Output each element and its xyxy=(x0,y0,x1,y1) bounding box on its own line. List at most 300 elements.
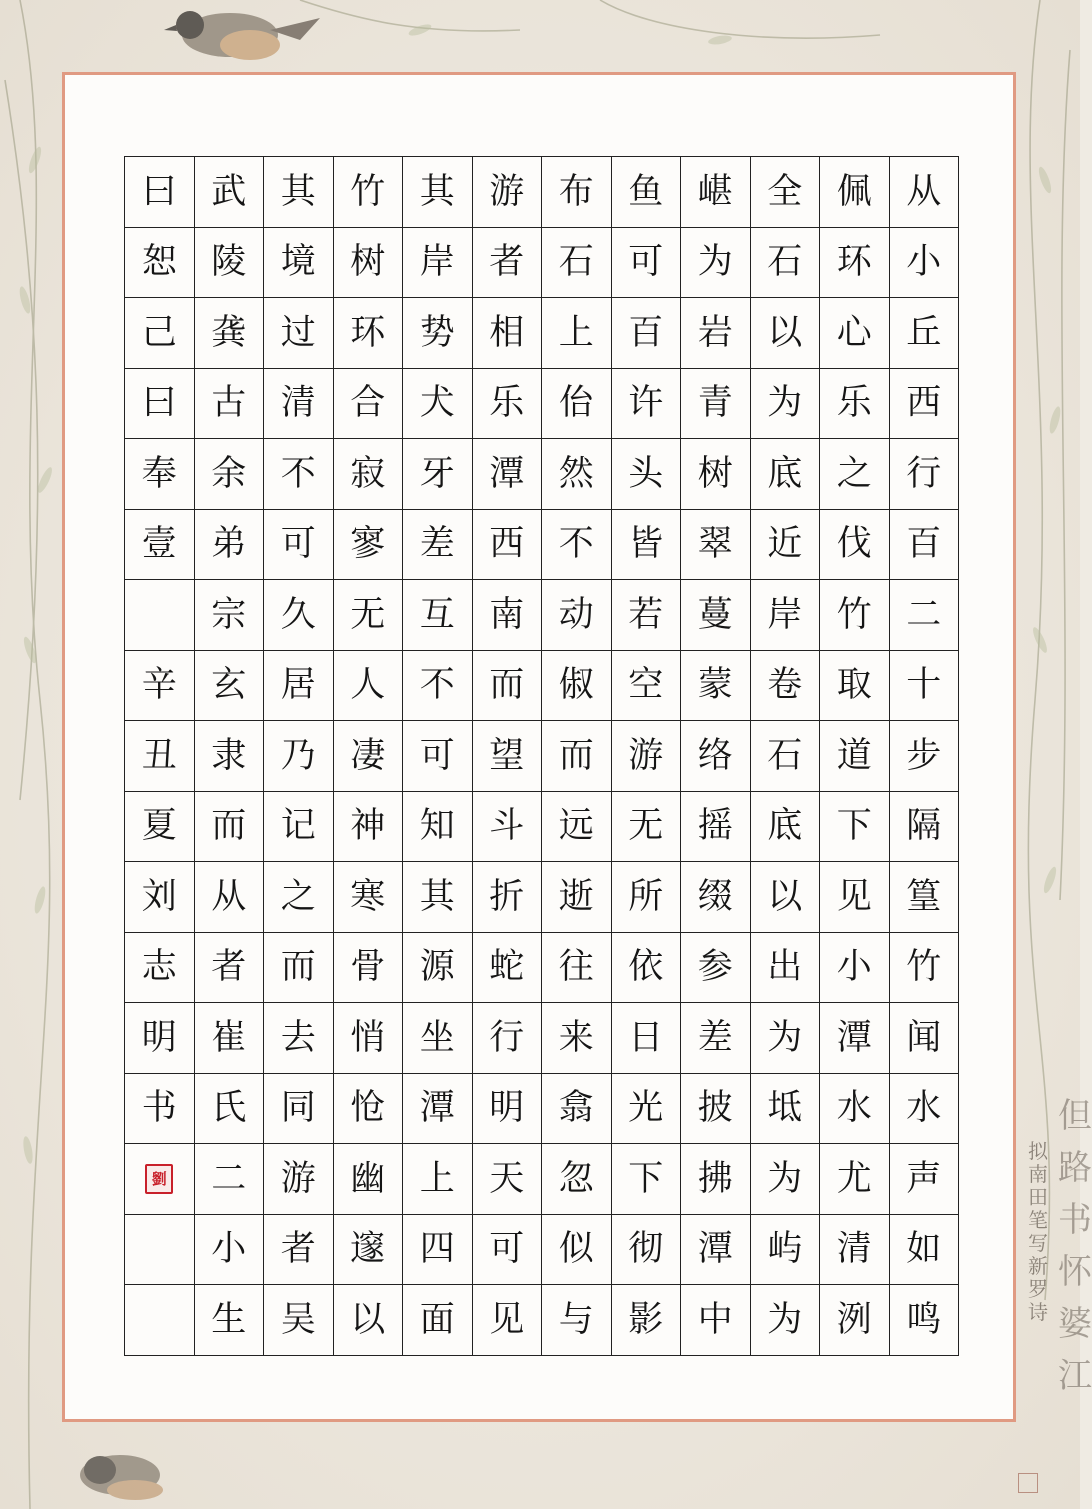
grid-cell xyxy=(194,509,264,580)
grid-cell xyxy=(472,157,542,228)
grid-cell xyxy=(889,298,959,369)
grid-cell xyxy=(820,791,890,862)
grid-cell xyxy=(472,650,542,721)
calligraphy-character: 崔 xyxy=(211,1017,247,1058)
calligraphy-character: 十 xyxy=(906,665,942,706)
grid-cell xyxy=(681,227,751,298)
grid-cell xyxy=(472,298,542,369)
grid-cell xyxy=(750,157,820,228)
calligraphy-character: 蔓 xyxy=(697,594,733,635)
grid-cell xyxy=(681,721,751,792)
grid-row xyxy=(125,580,959,651)
grid-row xyxy=(125,1003,959,1074)
calligraphy-character: 陵 xyxy=(211,242,247,283)
calligraphy-character: 隔 xyxy=(906,806,942,847)
grid-cell xyxy=(125,1003,195,1074)
calligraphy-character: 上 xyxy=(558,312,594,353)
calligraphy-character: 源 xyxy=(419,947,455,988)
grid-cell xyxy=(681,1073,751,1144)
calligraphy-character: 知 xyxy=(419,806,455,847)
grid-cell xyxy=(681,1285,751,1356)
grid-cell xyxy=(681,1214,751,1285)
grid-cell xyxy=(264,1073,334,1144)
grid-cell xyxy=(264,298,334,369)
calligraphy-character: 过 xyxy=(280,312,316,353)
calligraphy-character: 从 xyxy=(211,876,247,917)
calligraphy-character: 寥 xyxy=(350,524,386,565)
grid-cell xyxy=(125,791,195,862)
calligraphy-character: 与 xyxy=(558,1299,594,1340)
calligraphy-character: 曰 xyxy=(141,383,177,424)
grid-cell xyxy=(125,1144,195,1215)
calligraphy-character: 寒 xyxy=(350,876,386,917)
grid-cell xyxy=(333,791,403,862)
calligraphy-character: 同 xyxy=(280,1088,316,1129)
calligraphy-character: 者 xyxy=(489,242,525,283)
grid-row xyxy=(125,862,959,933)
grid-cell xyxy=(889,721,959,792)
calligraphy-character: 洌 xyxy=(836,1299,872,1340)
grid-cell xyxy=(125,1073,195,1144)
calligraphy-character: 潭 xyxy=(836,1017,872,1058)
grid-cell xyxy=(611,862,681,933)
grid-cell xyxy=(125,932,195,1003)
grid-cell xyxy=(820,368,890,439)
grid-cell xyxy=(820,650,890,721)
calligraphy-character: 弟 xyxy=(211,524,247,565)
grid-cell xyxy=(264,862,334,933)
grid-cell xyxy=(333,298,403,369)
calligraphy-character: 百 xyxy=(906,524,942,565)
grid-cell xyxy=(889,368,959,439)
grid-cell xyxy=(681,650,751,721)
calligraphy-character: 宗 xyxy=(211,594,247,635)
calligraphy-character: 皆 xyxy=(628,524,664,565)
calligraphy-character: 书 xyxy=(141,1088,177,1129)
calligraphy-character: 去 xyxy=(280,1017,316,1058)
calligraphy-character: 岩 xyxy=(697,312,733,353)
calligraphy-character: 尤 xyxy=(836,1158,872,1199)
grid-cell xyxy=(472,1144,542,1215)
grid-cell xyxy=(681,862,751,933)
grid-cell xyxy=(820,227,890,298)
grid-cell xyxy=(264,791,334,862)
calligraphy-character: 生 xyxy=(211,1299,247,1340)
calligraphy-character: 坻 xyxy=(767,1088,803,1129)
calligraphy-character: 望 xyxy=(489,735,525,776)
grid-cell xyxy=(750,368,820,439)
grid-cell xyxy=(542,298,612,369)
grid-cell xyxy=(472,509,542,580)
grid-cell xyxy=(611,227,681,298)
calligraphy-character: 底 xyxy=(767,453,803,494)
grid-cell xyxy=(194,298,264,369)
calligraphy-character: 为 xyxy=(697,242,733,283)
grid-cell xyxy=(681,298,751,369)
grid-cell xyxy=(611,580,681,651)
seal-stamp: 劉 xyxy=(145,1164,173,1194)
grid-cell xyxy=(611,932,681,1003)
grid-row xyxy=(125,509,959,580)
calligraphy-character: 以 xyxy=(350,1299,386,1340)
grid-cell xyxy=(333,862,403,933)
grid-cell xyxy=(681,157,751,228)
calligraphy-character: 南 xyxy=(489,594,525,635)
grid-cell xyxy=(820,1214,890,1285)
grid-cell xyxy=(889,439,959,510)
calligraphy-character: 丑 xyxy=(141,735,177,776)
grid-cell xyxy=(889,1073,959,1144)
calligraphy-character: 游 xyxy=(489,171,525,212)
grid-cell xyxy=(889,1285,959,1356)
grid-cell xyxy=(194,1285,264,1356)
calligraphy-character: 小 xyxy=(836,947,872,988)
calligraphy-character: 游 xyxy=(628,735,664,776)
grid-cell xyxy=(264,580,334,651)
grid-cell xyxy=(820,580,890,651)
grid-cell xyxy=(889,862,959,933)
grid-cell xyxy=(750,1073,820,1144)
calligraphy-character: 来 xyxy=(558,1017,594,1058)
calligraphy-character: 势 xyxy=(419,312,455,353)
calligraphy-character: 夏 xyxy=(141,806,177,847)
grid-cell xyxy=(750,509,820,580)
grid-cell xyxy=(125,227,195,298)
grid-cell xyxy=(194,157,264,228)
calligraphy-character: 悄 xyxy=(350,1017,386,1058)
calligraphy-character: 全 xyxy=(767,171,803,212)
calligraphy-character: 佁 xyxy=(558,383,594,424)
grid-cell xyxy=(681,368,751,439)
calligraphy-character: 出 xyxy=(767,947,803,988)
grid-cell xyxy=(889,932,959,1003)
calligraphy-character: 天 xyxy=(489,1158,525,1199)
calligraphy-character: 境 xyxy=(280,242,316,283)
calligraphy-character: 翠 xyxy=(697,524,733,565)
grid-row xyxy=(125,721,959,792)
calligraphy-character: 络 xyxy=(697,735,733,776)
grid-cell xyxy=(889,1144,959,1215)
calligraphy-character: 声 xyxy=(906,1158,942,1199)
calligraphy-character: 可 xyxy=(628,242,664,283)
grid-cell xyxy=(472,1073,542,1144)
calligraphy-character: 空 xyxy=(628,665,664,706)
grid-cell xyxy=(472,368,542,439)
grid-cell xyxy=(472,439,542,510)
calligraphy-character: 其 xyxy=(419,171,455,212)
calligraphy-character: 不 xyxy=(280,453,316,494)
calligraphy-character: 以 xyxy=(767,876,803,917)
grid-cell xyxy=(194,368,264,439)
grid-cell xyxy=(125,157,195,228)
calligraphy-character: 怆 xyxy=(350,1088,386,1129)
calligraphy-character: 摇 xyxy=(697,806,733,847)
calligraphy-character: 而 xyxy=(211,806,247,847)
calligraphy-character: 其 xyxy=(419,876,455,917)
grid-cell xyxy=(611,439,681,510)
calligraphy-character: 为 xyxy=(767,1299,803,1340)
grid-cell xyxy=(472,1214,542,1285)
calligraphy-character: 卷 xyxy=(767,665,803,706)
calligraphy-character: 鸣 xyxy=(906,1299,942,1340)
calligraphy-character: 见 xyxy=(489,1299,525,1340)
calligraphy-character: 为 xyxy=(767,1017,803,1058)
grid-cell xyxy=(403,298,473,369)
grid-cell xyxy=(194,862,264,933)
grid-cell xyxy=(472,932,542,1003)
calligraphy-character: 骨 xyxy=(350,947,386,988)
calligraphy-character: 邃 xyxy=(350,1229,386,1270)
grid-cell xyxy=(889,1003,959,1074)
grid-row xyxy=(125,791,959,862)
grid-cell xyxy=(750,580,820,651)
grid-cell xyxy=(403,368,473,439)
grid-cell xyxy=(472,721,542,792)
calligraphy-character: 志 xyxy=(141,947,177,988)
calligraphy-character: 逝 xyxy=(558,876,594,917)
grid-cell xyxy=(194,791,264,862)
calligraphy-character: 石 xyxy=(558,242,594,283)
background-inscription-small: 拟南田笔写新罗诗 xyxy=(1028,1139,1048,1324)
grid-cell xyxy=(611,157,681,228)
calligraphy-character: 辛 xyxy=(141,665,177,706)
grid-cell xyxy=(333,1144,403,1215)
grid-cell xyxy=(681,439,751,510)
grid-cell xyxy=(333,721,403,792)
grid-cell xyxy=(194,1073,264,1144)
calligraphy-character: 牙 xyxy=(419,453,455,494)
calligraphy-character: 俶 xyxy=(558,665,594,706)
grid-cell xyxy=(264,721,334,792)
calligraphy-character: 四 xyxy=(419,1229,455,1270)
grid-cell xyxy=(403,1144,473,1215)
grid-cell xyxy=(820,509,890,580)
calligraphy-character: 神 xyxy=(350,806,386,847)
grid-cell xyxy=(820,1003,890,1074)
calligraphy-character: 小 xyxy=(211,1229,247,1270)
calligraphy-character: 篁 xyxy=(906,876,942,917)
grid-cell xyxy=(611,791,681,862)
calligraphy-character: 闻 xyxy=(906,1017,942,1058)
calligraphy-character: 丘 xyxy=(906,312,942,353)
calligraphy-character: 所 xyxy=(628,876,664,917)
grid-cell xyxy=(611,368,681,439)
calligraphy-character: 恕 xyxy=(141,242,177,283)
calligraphy-character: 影 xyxy=(628,1299,664,1340)
calligraphy-character: 似 xyxy=(558,1229,594,1270)
calligraphy-character: 蒙 xyxy=(697,665,733,706)
calligraphy-character: 翕 xyxy=(558,1088,594,1129)
calligraphy-grid xyxy=(124,156,959,1340)
calligraphy-character: 竹 xyxy=(836,594,872,635)
grid-cell xyxy=(542,791,612,862)
grid-cell xyxy=(472,791,542,862)
calligraphy-character: 水 xyxy=(906,1088,942,1129)
calligraphy-character: 动 xyxy=(558,594,594,635)
grid-cell xyxy=(681,791,751,862)
calligraphy-character: 竹 xyxy=(350,171,386,212)
calligraphy-character: 者 xyxy=(211,947,247,988)
grid-cell xyxy=(333,439,403,510)
calligraphy-character: 下 xyxy=(836,806,872,847)
grid-cell xyxy=(750,862,820,933)
grid-cell xyxy=(194,650,264,721)
grid-cell xyxy=(750,1285,820,1356)
calligraphy-character: 往 xyxy=(558,947,594,988)
grid-cell xyxy=(681,1003,751,1074)
calligraphy-character: 互 xyxy=(419,594,455,635)
grid-row xyxy=(125,1144,959,1215)
grid-row xyxy=(125,1285,959,1356)
calligraphy-character: 不 xyxy=(419,665,455,706)
calligraphy-character: 壹 xyxy=(141,524,177,565)
grid-cell xyxy=(611,721,681,792)
grid-cell xyxy=(611,1144,681,1215)
grid-cell xyxy=(333,650,403,721)
grid-cell xyxy=(542,1144,612,1215)
calligraphy-character: 二 xyxy=(211,1158,247,1199)
grid-cell xyxy=(194,721,264,792)
grid-row xyxy=(125,1214,959,1285)
calligraphy-character: 幽 xyxy=(350,1158,386,1199)
calligraphy-character: 折 xyxy=(489,876,525,917)
grid-cell xyxy=(403,227,473,298)
grid-cell xyxy=(194,439,264,510)
calligraphy-character: 曰 xyxy=(141,171,177,212)
grid-cell xyxy=(889,650,959,721)
grid-cell xyxy=(403,721,473,792)
character-grid-table xyxy=(124,156,959,1356)
calligraphy-character: 龚 xyxy=(211,312,247,353)
calligraphy-character: 披 xyxy=(697,1088,733,1129)
grid-cell xyxy=(194,580,264,651)
grid-cell xyxy=(125,509,195,580)
calligraphy-character: 刘 xyxy=(141,876,177,917)
calligraphy-character: 为 xyxy=(767,1158,803,1199)
calligraphy-character: 道 xyxy=(836,735,872,776)
calligraphy-character: 西 xyxy=(489,524,525,565)
grid-cell xyxy=(403,439,473,510)
calligraphy-character: 而 xyxy=(558,735,594,776)
grid-cell xyxy=(542,1073,612,1144)
grid-cell xyxy=(611,1003,681,1074)
calligraphy-character: 乐 xyxy=(489,383,525,424)
grid-cell xyxy=(820,157,890,228)
grid-cell xyxy=(542,157,612,228)
calligraphy-character: 百 xyxy=(628,312,664,353)
calligraphy-character: 明 xyxy=(141,1017,177,1058)
grid-cell xyxy=(403,1073,473,1144)
calligraphy-character: 许 xyxy=(628,383,664,424)
grid-cell xyxy=(681,509,751,580)
background-seal xyxy=(1018,1473,1038,1493)
grid-cell xyxy=(333,1073,403,1144)
grid-cell xyxy=(542,721,612,792)
calligraphy-character: 清 xyxy=(280,383,316,424)
grid-cell xyxy=(403,509,473,580)
grid-cell xyxy=(264,1214,334,1285)
grid-cell xyxy=(820,1073,890,1144)
grid-cell xyxy=(403,157,473,228)
grid-cell xyxy=(264,650,334,721)
grid-cell xyxy=(403,1214,473,1285)
calligraphy-character: 行 xyxy=(489,1017,525,1058)
calligraphy-character: 其 xyxy=(280,171,316,212)
grid-cell xyxy=(333,1214,403,1285)
grid-row xyxy=(125,227,959,298)
calligraphy-character: 参 xyxy=(697,947,733,988)
calligraphy-character: 余 xyxy=(211,453,247,494)
grid-cell xyxy=(125,298,195,369)
grid-cell xyxy=(472,862,542,933)
calligraphy-character: 坐 xyxy=(419,1017,455,1058)
grid-cell xyxy=(611,1214,681,1285)
grid-cell xyxy=(403,650,473,721)
calligraphy-character: 古 xyxy=(211,383,247,424)
calligraphy-character: 伐 xyxy=(836,524,872,565)
calligraphy-character: 差 xyxy=(419,524,455,565)
calligraphy-character: 清 xyxy=(836,1229,872,1270)
calligraphy-character: 乐 xyxy=(836,383,872,424)
grid-cell xyxy=(125,1285,195,1356)
grid-cell xyxy=(750,298,820,369)
calligraphy-character: 乃 xyxy=(280,735,316,776)
grid-cell xyxy=(542,439,612,510)
grid-cell xyxy=(264,157,334,228)
calligraphy-character: 石 xyxy=(767,242,803,283)
grid-cell xyxy=(542,509,612,580)
grid-cell xyxy=(889,227,959,298)
calligraphy-character: 拂 xyxy=(697,1158,733,1199)
calligraphy-character: 小 xyxy=(906,242,942,283)
calligraphy-character: 凄 xyxy=(350,735,386,776)
calligraphy-character: 潭 xyxy=(419,1088,455,1129)
grid-cell xyxy=(750,227,820,298)
grid-cell xyxy=(333,1003,403,1074)
calligraphy-character: 日 xyxy=(628,1017,664,1058)
grid-cell xyxy=(472,580,542,651)
grid-cell xyxy=(264,439,334,510)
grid-cell xyxy=(889,580,959,651)
calligraphy-character: 寂 xyxy=(350,453,386,494)
calligraphy-character: 氏 xyxy=(211,1088,247,1129)
grid-cell xyxy=(889,791,959,862)
grid-cell xyxy=(264,1003,334,1074)
calligraphy-character: 如 xyxy=(906,1229,942,1270)
calligraphy-character: 取 xyxy=(836,665,872,706)
grid-row xyxy=(125,298,959,369)
calligraphy-character: 可 xyxy=(489,1229,525,1270)
calligraphy-character: 而 xyxy=(489,665,525,706)
calligraphy-character: 然 xyxy=(558,453,594,494)
grid-cell xyxy=(264,1285,334,1356)
grid-cell xyxy=(472,1003,542,1074)
grid-cell xyxy=(820,932,890,1003)
calligraphy-character: 佩 xyxy=(836,171,872,212)
grid-cell xyxy=(333,157,403,228)
calligraphy-character: 者 xyxy=(280,1229,316,1270)
calligraphy-character: 武 xyxy=(211,171,247,212)
grid-cell xyxy=(542,1214,612,1285)
grid-cell xyxy=(750,721,820,792)
calligraphy-character: 若 xyxy=(628,594,664,635)
calligraphy-character: 潭 xyxy=(489,453,525,494)
grid-cell xyxy=(611,298,681,369)
grid-cell xyxy=(611,1073,681,1144)
grid-cell xyxy=(333,227,403,298)
grid-cell xyxy=(750,1144,820,1215)
grid-row xyxy=(125,368,959,439)
